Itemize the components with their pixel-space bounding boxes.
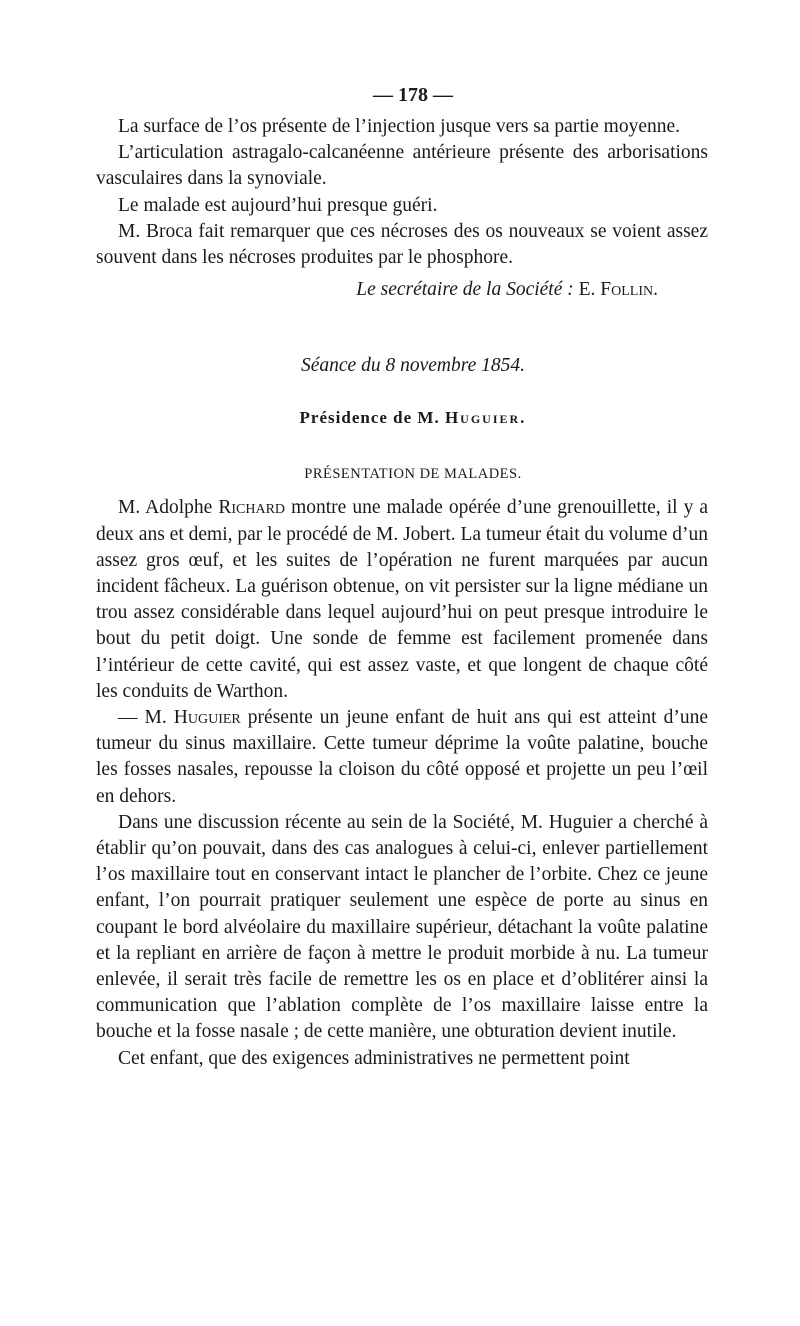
paragraph-huguier <box>96 705 708 810</box>
paragraph-articulation: L’articulation astragalo-calcanéenne antérieure présente des arborisations vasculaires dans la synoviale. <box>96 142 708 190</box>
paragraph-malade-gueri: Le malade est aujourd’hui presque guéri. <box>118 194 438 216</box>
richard-lead: M. Adolphe <box>118 497 219 519</box>
huguier-lead: — M. <box>118 707 174 729</box>
presidence-line <box>118 405 708 431</box>
signature-role: Le secrétaire de la Société : <box>356 279 574 301</box>
richard-text: montre une malade opérée d’une grenouillette, il y a deux ans et demi, par le procédé de M. Jobert. La tumeur était du volume d’un assez gros œuf, et les suites de l’opération ne furent marquées par aucun incident fâcheux. La guérison obtenue, on vit persister sur la ligne médiane un trou assez considérable dans lequel aujourd’hui on peut presque introduire le bout du petit doigt. Une sonde de femme est facilement promenée dans l’intérieur de cette cavité, qui est assez vaste, et que longent de chaque côté les conduits de Warthon. <box>96 497 708 702</box>
page-number: — 178 — <box>373 84 453 106</box>
section-heading: PRÉSENTATION DE MALADES. <box>304 466 522 483</box>
paragraph-broca-remark: M. Broca fait remarquer que ces nécroses des os nouveaux se voient assez souvent dans les nécroses produites par le phosphore. <box>96 220 708 269</box>
presidence-name: Huguier. <box>444 408 527 428</box>
signature-name: E. Follin. <box>578 279 658 301</box>
richard-name: Richard <box>218 497 286 519</box>
document-page <box>96 80 709 1072</box>
paragraph-richard <box>96 495 708 705</box>
huguier-name: Huguier <box>173 707 241 729</box>
presidence-prefix: Présidence de M. <box>299 408 440 428</box>
seance-date: Séance du 8 novembre 1854. <box>300 355 525 377</box>
paragraph-bone-surface: La surface de l’os présente de l’injection jusque vers sa partie moyenne. <box>118 116 681 137</box>
huguier-text: présente un jeune enfant de huit ans qui est atteint d’une tumeur du sinus maxillaire. Cette tumeur déprime la voûte palatine, bouche les fosses nasales, repousse la cloison du côté opposé et projette un peu l’œil en dehors. <box>96 707 709 807</box>
paragraph-last: Cet enfant, que des exigences administratives ne permettent point <box>118 1047 630 1069</box>
paragraph-discussion: Dans une discussion récente au sein de la Société, M. Huguier a cherché à établir qu’on pouvait, dans des cas analogues à celui-ci, enlever partiellement l’os maxillaire tout en conservant intact le plancher de l’orbite. Chez ce jeune enfant, l’on pourrait pratiquer seulement une espèce de porte au sinus en coupant le bord alvéolaire du maxillaire supérieur, détachant la voûte palatine et la repliant en arrière de façon à mettre le produit morbide à nu. La tumeur enlevée, il serait très facile de remettre les os en place et d’oblitérer ainsi la communication que l’ablation complète de l’os maxillaire laisse entre la bouche et la fosse nasale ; de cette manière, une obturation devient inutile. <box>96 811 708 1043</box>
secretary-signature <box>118 277 708 303</box>
